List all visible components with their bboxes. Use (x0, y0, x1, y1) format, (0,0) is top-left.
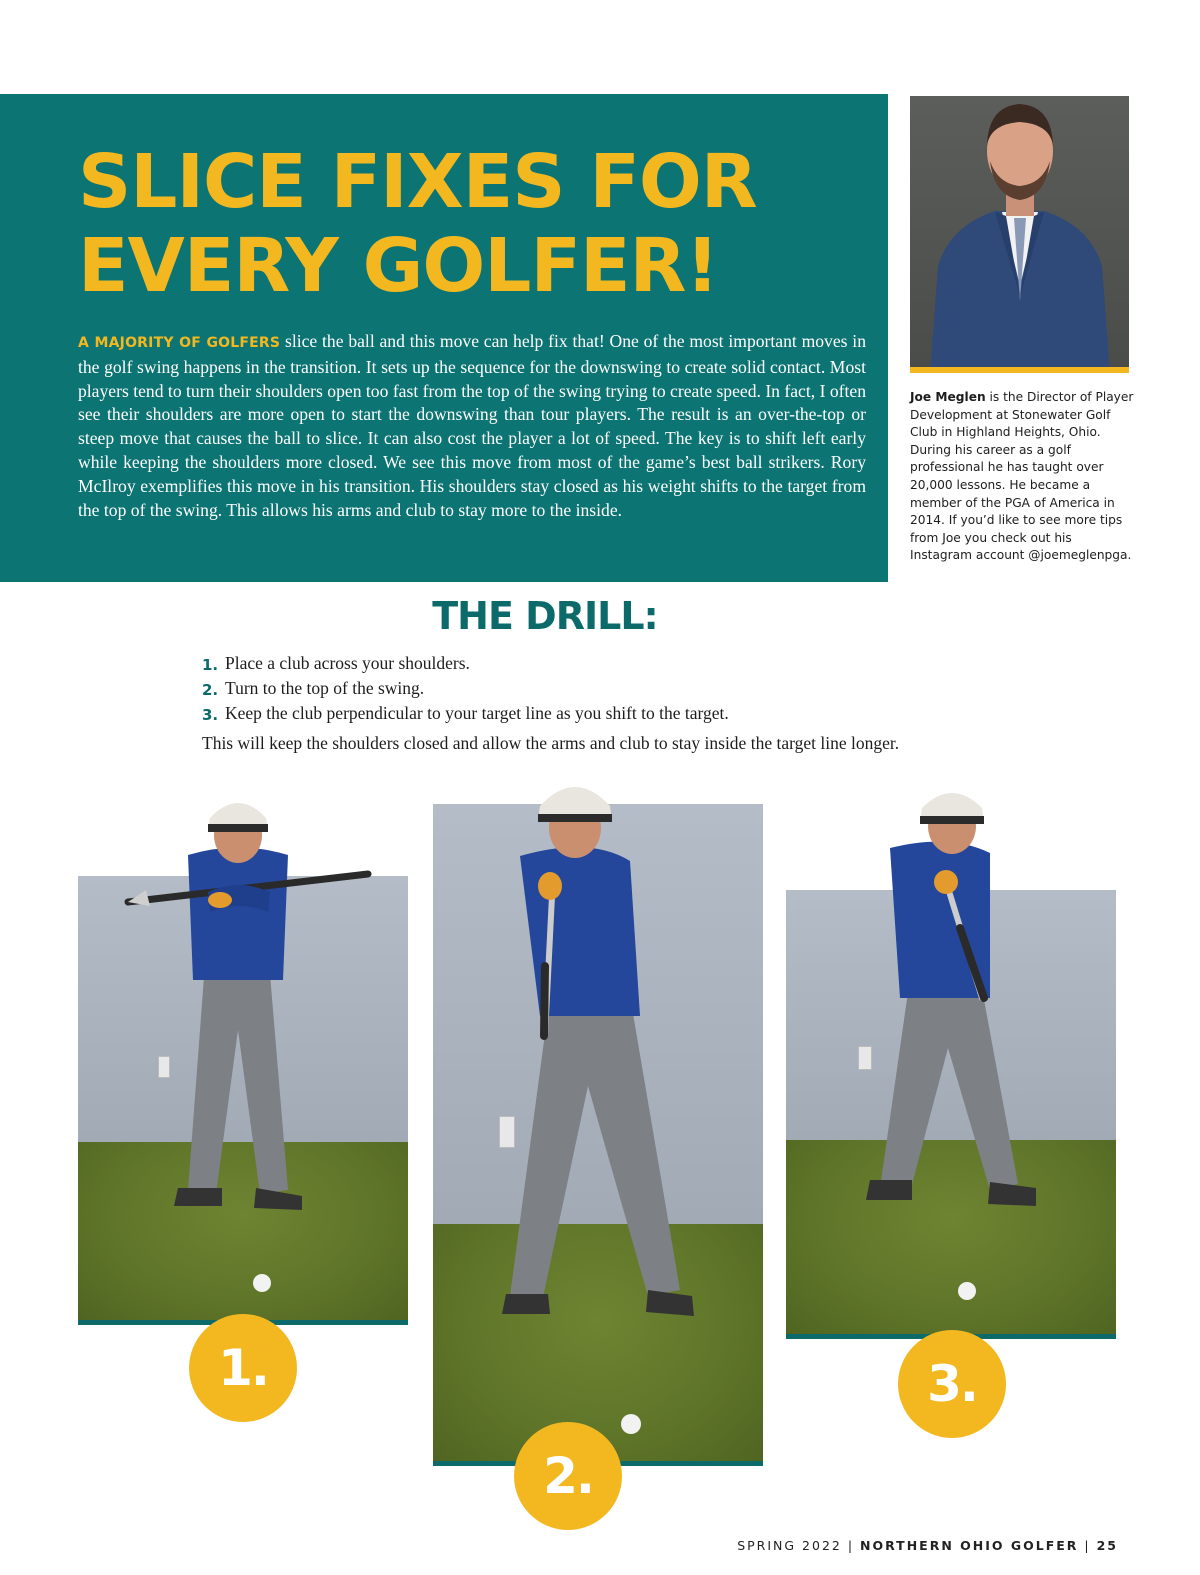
photo-badge-1: 1. (189, 1314, 297, 1422)
step-number: 2. (202, 681, 219, 699)
author-bio (910, 389, 1135, 565)
golfer-figure-2 (470, 766, 730, 1336)
drill-note: This will keep the shoulders closed and allow the arms and club to stay inside the target line longer. (202, 733, 900, 753)
intro-body: slice the ball and this move can help fix that! One of the most important moves in the golf swing happens in the transition. It sets up the sequence for the downswing to create solid contact. Most players tend to turn their shoulders open too fast from the top of the swing trying to create speed. In fact, I often see their shoulders are more open to start the downswing than tour players. The result is an over-the-top or steep move that causes the ball to slice. It can also cost the player a lot of speed. The key is to shift left early while keeping the shoulders more closed. We see this move from most of the game’s best ball strikers. Rory McIlroy exemplifies this move in his transition. His shoulders stay closed as his weight shifts to the target from the top of the swing. This allows his arms and club to stay more to the inside. (78, 331, 866, 520)
intro-lead: A MAJORITY OF GOLFERS (78, 335, 281, 351)
step-text: Place a club across your shoulders. (225, 653, 470, 673)
golfer-figure-3 (840, 778, 1070, 1218)
footer-magazine: NORTHERN OHIO GOLFER (860, 1538, 1079, 1553)
step-number: 3. (202, 706, 219, 724)
intro-paragraph (78, 330, 866, 522)
headline-line-1: SLICE FIXES FOR (78, 139, 757, 225)
step-text: Keep the club perpendicular to your target line as you shift to the target. (225, 703, 729, 723)
drill-step (202, 677, 1002, 702)
footer-page-number: 25 (1096, 1538, 1118, 1553)
portrait-accent-bar (910, 367, 1129, 373)
author-bio-text: is the Director of Player Development at Stonewater Golf Club in Highland Heights, Ohio. During his career as a golf professional he has taught over 20,000 lessons. He became a member of the PGA of America in 2014. If you’d like to see more tips from Joe you check out his Instagram account @joemeglenpga. (910, 390, 1134, 563)
photo-badge-2: 2. (514, 1422, 622, 1530)
step-text: Turn to the top of the swing. (225, 678, 425, 698)
drill-title: THE DRILL: (432, 594, 658, 638)
drill-steps (202, 652, 1002, 727)
author-name: Joe Meglen (910, 390, 986, 404)
author-portrait-illustration (910, 96, 1129, 373)
footer-separator: | (841, 1538, 861, 1553)
footer-separator: | (1078, 1538, 1097, 1553)
headline (78, 140, 878, 308)
author-portrait (910, 96, 1129, 373)
page-footer (700, 1538, 1118, 1553)
photo-badge-3: 3. (898, 1330, 1006, 1438)
step-number: 1. (202, 656, 219, 674)
golfer-figure-1 (118, 780, 378, 1220)
drill-step (202, 652, 1002, 677)
footer-issue: SPRING 2022 (737, 1538, 842, 1553)
drill-step (202, 702, 1002, 727)
headline-line-2: EVERY GOLFER! (78, 223, 719, 309)
